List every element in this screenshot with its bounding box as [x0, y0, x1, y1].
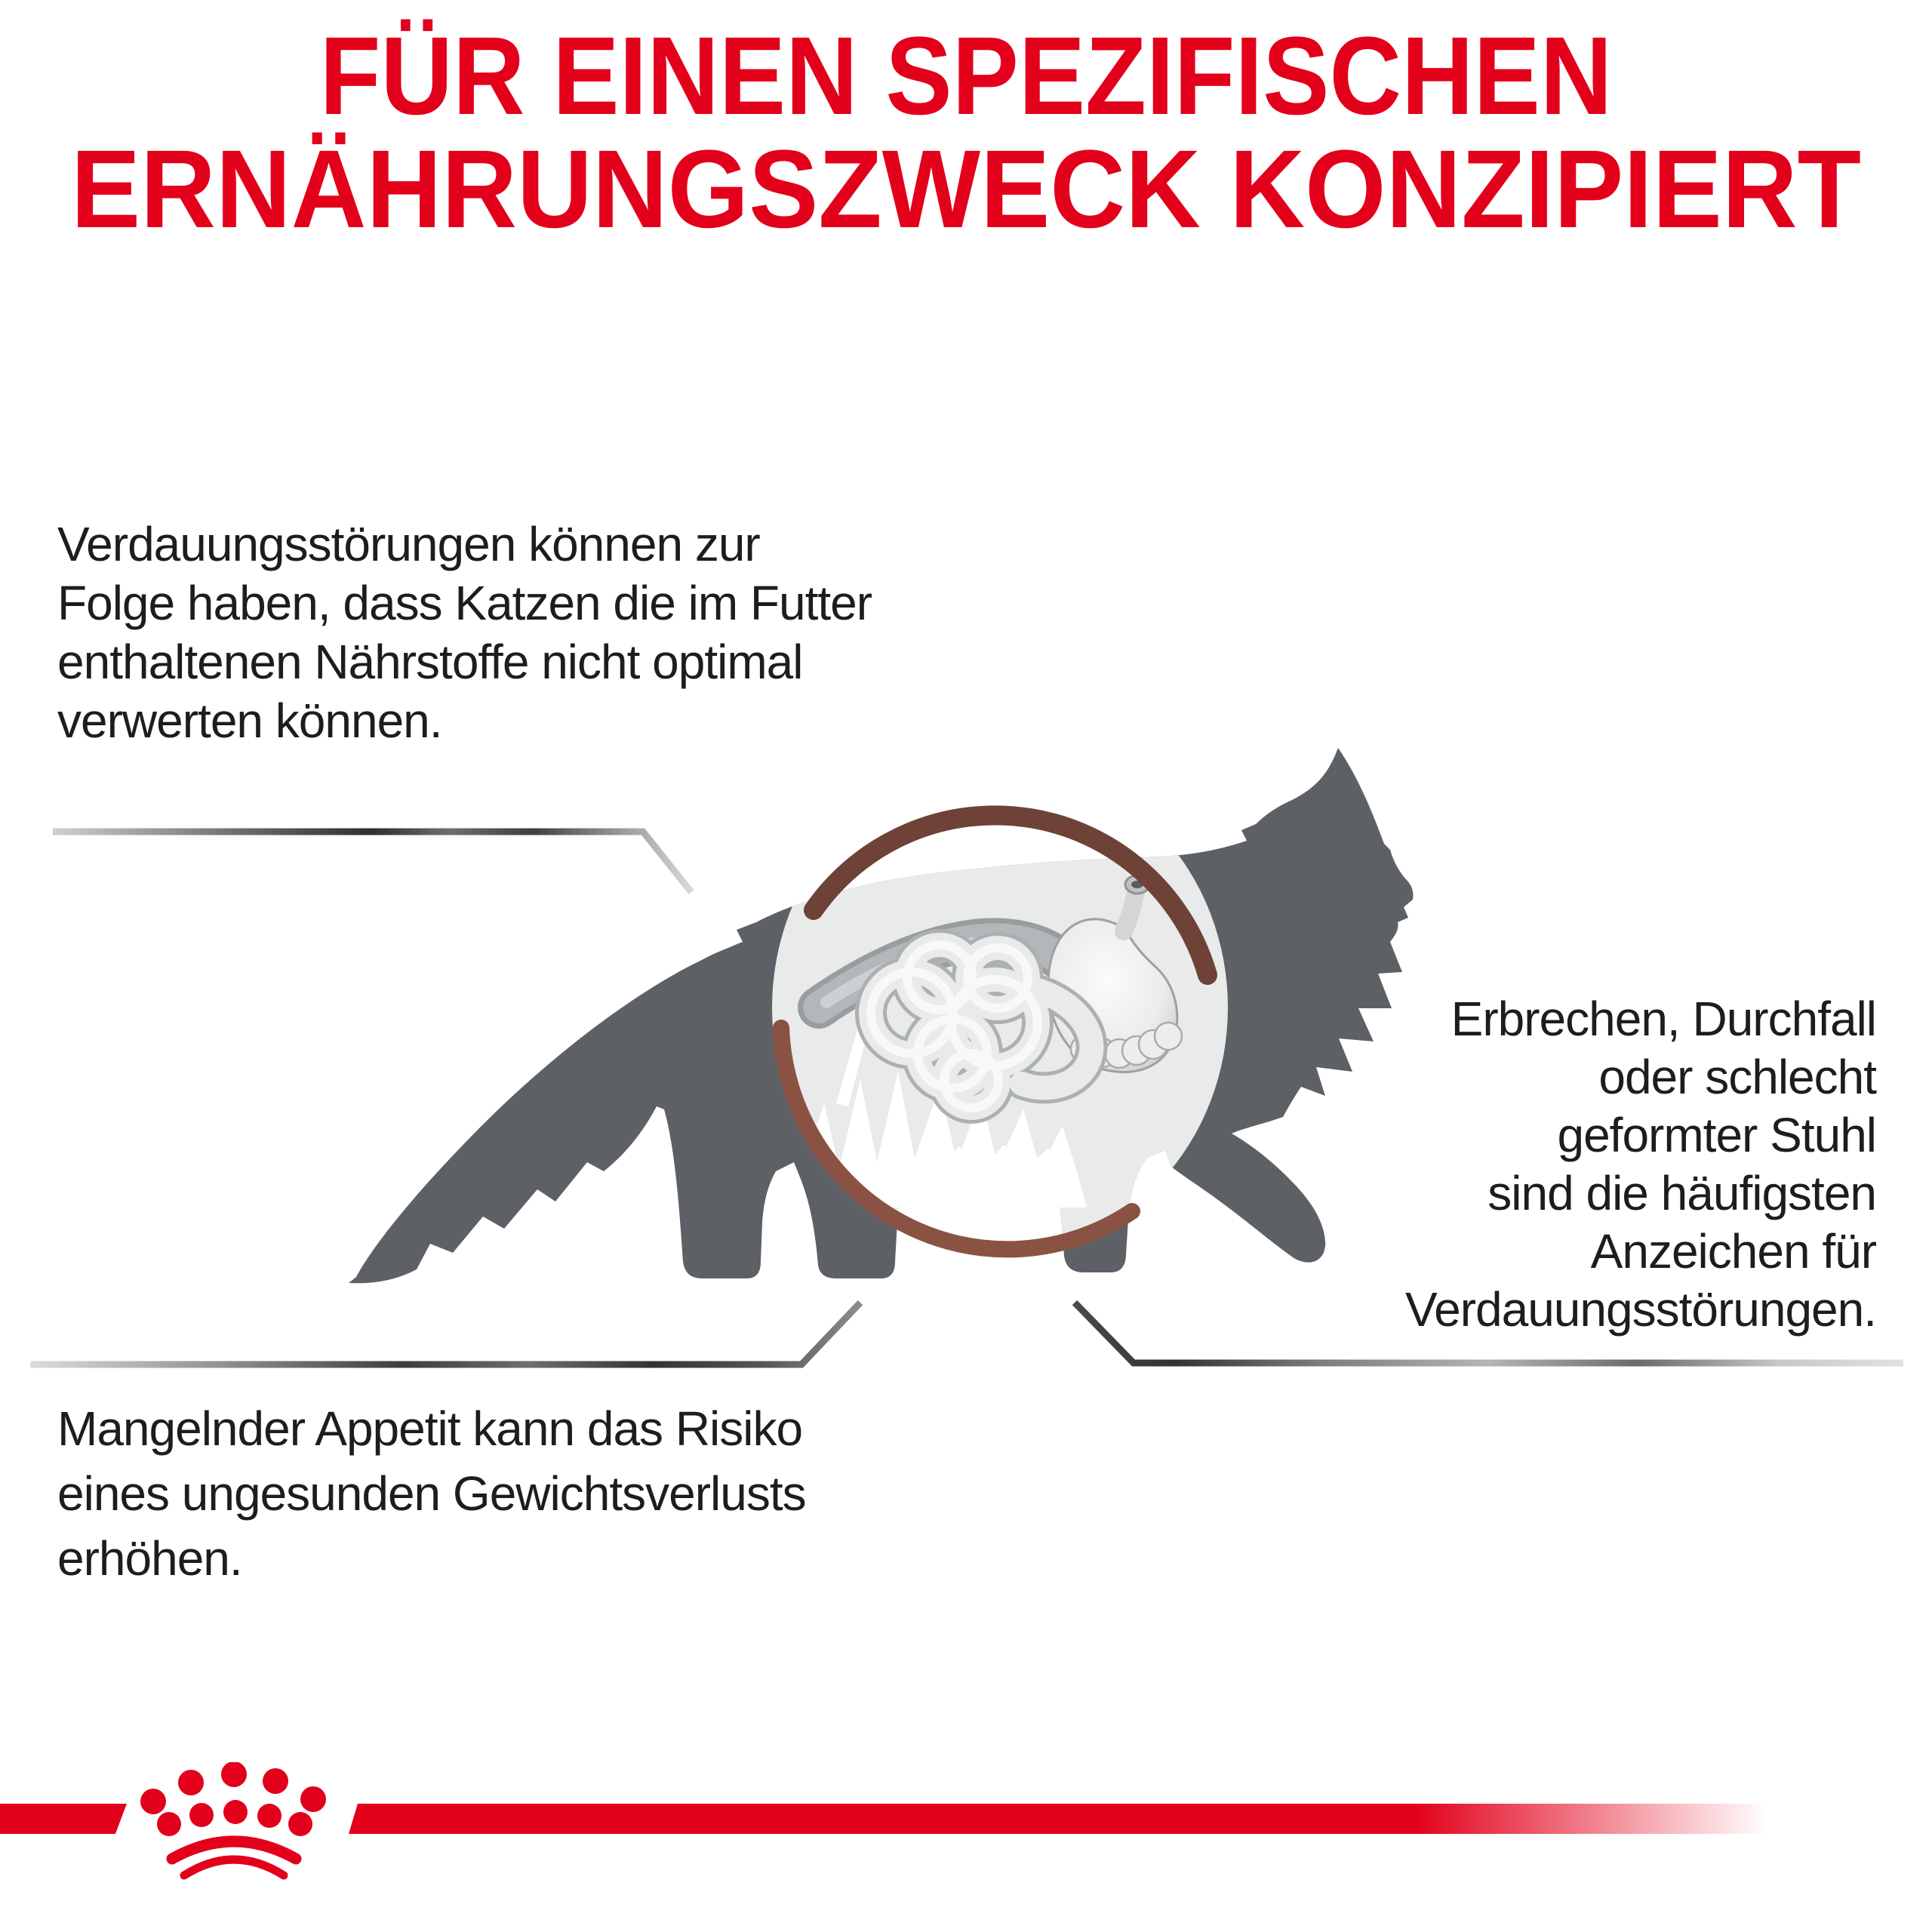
- callout-line-text: geformter Stuhl: [1557, 1108, 1876, 1162]
- callout-line-bottom-left: [30, 1303, 860, 1364]
- callout-line-text: sind die häufigsten: [1487, 1166, 1876, 1220]
- red-band-right: [349, 1804, 1826, 1834]
- callout-line-text: Folge haben, dass Katzen die im Futter: [57, 576, 872, 630]
- callout-line-text: Mangelnder Appetit kann das Risiko: [57, 1401, 803, 1456]
- callout-text-top-left: [57, 515, 872, 750]
- callout-line-top-left: [53, 832, 691, 892]
- royal-canin-crown-logo-icon: [136, 1762, 332, 1883]
- callout-text-bottom-left: [57, 1396, 806, 1591]
- callout-line-text: Erbrechen, Durchfall: [1451, 992, 1876, 1046]
- callout-line-text: Anzeichen für: [1590, 1224, 1876, 1278]
- callout-line-text: oder schlecht: [1598, 1050, 1876, 1104]
- callout-line-text: erhöhen.: [57, 1531, 242, 1586]
- headline-line-1: FÜR EINEN SPEZIFISCHEN: [319, 14, 1613, 138]
- callout-line-text: enthaltenen Nährstoffe nicht optimal: [57, 635, 803, 689]
- callout-line-text: Verdauungsstörungen.: [1404, 1282, 1876, 1337]
- callout-line-text: Verdauungsstörungen können zur: [57, 517, 760, 571]
- red-band-left: [0, 1804, 127, 1834]
- callout-text-right: [1405, 990, 1876, 1339]
- headline-line-2: ERNÄHRUNGSZWECK KONZIPIERT: [70, 128, 1862, 251]
- callout-line-text: eines ungesunden Gewichtsverlusts: [57, 1466, 806, 1521]
- callout-line-text: verwerten können.: [57, 694, 442, 748]
